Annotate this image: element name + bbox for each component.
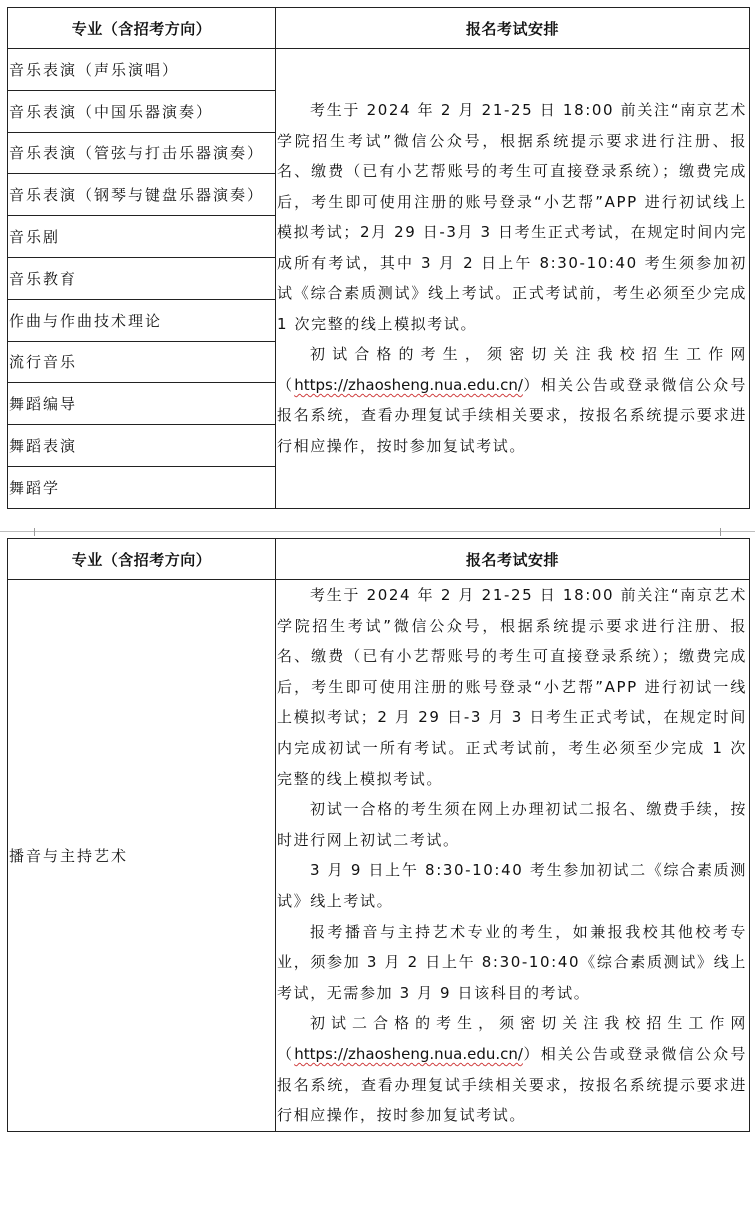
major-cell: 舞蹈表演 bbox=[8, 425, 276, 467]
arrangement-paragraph: 考生于 2024 年 2 月 21-25 日 18:00 前关注“南京艺术学院招生考试”微信公众号，根据系统提示要求进行注册、报名、缴费（已有小艺帮账号的考生可直接登录系统）；缴费完成后，考生即可使用注册的账号登录“小艺帮”APP 进行初试一线上模拟考试；2 月 29 日-3 月 3 日考生正式考试，在规定时间内完成初试一所有考试。正式考试前，考生必须至少完成 1 次完整的线上模拟考试。 bbox=[277, 586, 747, 788]
arrangement-paragraph: 报考播音与主持艺术专业的考生，如兼报我校其他校考专业，须参加 3 月 2 日上午 8:30-10:40《综合素质测试》线上考试，无需参加 3 月 9 日该科目的考试。 bbox=[277, 922, 747, 1002]
major-cell: 音乐剧 bbox=[8, 216, 276, 258]
header-major: 专业（含招考方向） bbox=[8, 8, 276, 49]
major-cell: 舞蹈编导 bbox=[8, 383, 276, 425]
admission-website-link[interactable]: https://zhaosheng.nua.edu.cn/ bbox=[294, 375, 523, 394]
arrangement-paragraph: 考生于 2024 年 2 月 21-25 日 18:00 前关注“南京艺术学院招生考试”微信公众号，根据系统提示要求进行注册、报名、缴费（已有小艺帮账号的考生可直接登录系统）；缴费完成后，考生即可使用注册的账号登录“小艺帮”APP 进行初试线上模拟考试；2月 29 日-3月 3 日考生正式考试，在规定时间内完成所有考试，其中 3 月 2 日上午 8:30-10:40 考生须参加初试《综合素质测试》线上考试。正式考试前，考生必须至少完成 1 次完整的线上模拟考试。 bbox=[277, 101, 748, 333]
major-cell: 作曲与作曲技术理论 bbox=[8, 299, 276, 341]
admission-table-broadcasting bbox=[7, 538, 750, 1132]
major-cell: 播音与主持艺术 bbox=[8, 580, 276, 1132]
major-cell: 音乐表演（钢琴与键盘乐器演奏） bbox=[8, 174, 276, 216]
major-cell: 流行音乐 bbox=[8, 341, 276, 383]
page-divider bbox=[0, 528, 755, 537]
arrangement-paragraph: 3 月 9 日上午 8:30-10:40 考生参加初试二《综合素质测试》线上考试。 bbox=[277, 861, 747, 910]
header-arrangement: 报名考试安排 bbox=[276, 8, 750, 49]
arrangement-paragraph: 初试合格的考生，须密切关注我校招生工作网（https://zhaosheng.nua.edu.cn/）相关公告或登录微信公众号报名系统，查看办理复试手续相关要求，按报名系统提示要求进行相应操作，按时参加复试考试。 bbox=[277, 345, 747, 455]
arrangement-paragraph: 初试一合格的考生须在网上办理初试二报名、缴费手续，按时进行网上初试二考试。 bbox=[277, 800, 747, 849]
header-arrangement: 报名考试安排 bbox=[276, 539, 750, 580]
admission-website-link[interactable]: https://zhaosheng.nua.edu.cn/ bbox=[294, 1044, 523, 1063]
admission-table-music-dance bbox=[7, 7, 750, 509]
major-cell: 音乐教育 bbox=[8, 257, 276, 299]
major-cell: 舞蹈学 bbox=[8, 466, 276, 508]
major-cell: 音乐表演（中国乐器演奏） bbox=[8, 90, 276, 132]
arrangement-cell bbox=[276, 580, 750, 1132]
header-major: 专业（含招考方向） bbox=[8, 539, 276, 580]
arrangement-paragraph: 初试二合格的考生，须密切关注我校招生工作网（https://zhaosheng.nua.edu.cn/）相关公告或登录微信公众号报名系统，查看办理复试手续相关要求，按报名系统提示要求进行相应操作，按时参加复试考试。 bbox=[277, 1014, 747, 1125]
arrangement-cell bbox=[276, 49, 750, 509]
major-cell: 音乐表演（管弦与打击乐器演奏） bbox=[8, 132, 276, 174]
major-cell: 音乐表演（声乐演唱） bbox=[8, 49, 276, 91]
